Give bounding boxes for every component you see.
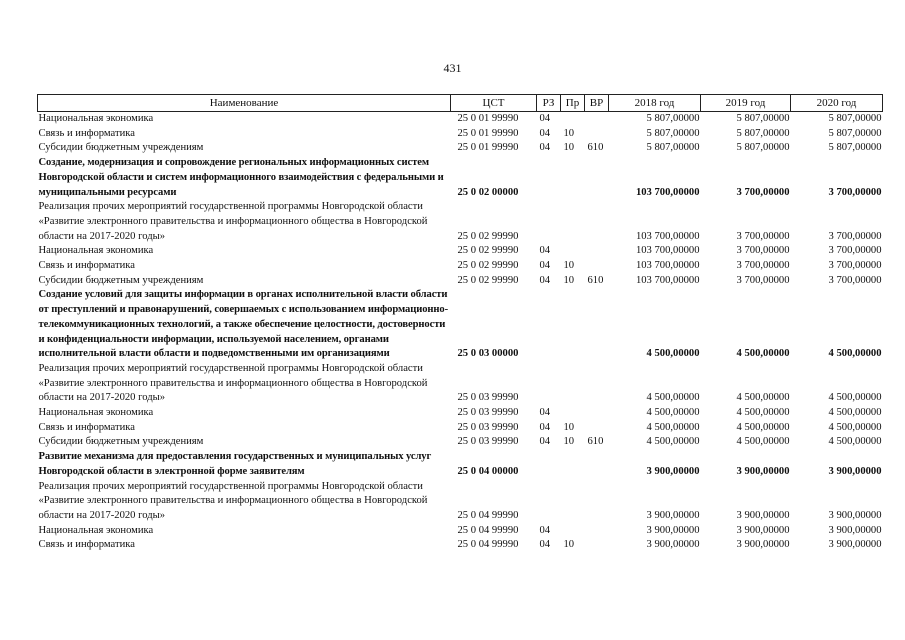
- cell-2018: 103 700,00000: [635, 230, 700, 242]
- cell-2019: 3 900,00000: [736, 465, 790, 477]
- header-2018: 2018 год: [609, 95, 701, 112]
- cell-cst: 25 0 02 99990: [457, 260, 519, 272]
- cell-vr: 610: [587, 142, 604, 154]
- cell-2018: 4 500,00000: [646, 436, 700, 448]
- cell-pr: 10: [563, 274, 575, 286]
- cell-2019: 3 900,00000: [736, 539, 790, 551]
- table-row: [38, 274, 883, 289]
- cell-cst: 25 0 03 99990: [457, 392, 519, 404]
- cell-2019: 4 500,00000: [736, 407, 790, 419]
- cell-2020: 4 500,00000: [828, 407, 882, 419]
- cell-rz: 04: [539, 127, 551, 139]
- cell-pr: [561, 524, 585, 539]
- cell-vr: [585, 524, 609, 539]
- cell-rz: 04: [539, 260, 551, 272]
- cell-pr: [561, 450, 585, 479]
- cell-rz: 04: [539, 524, 551, 536]
- header-cst: ЦСТ: [451, 95, 537, 112]
- cell-2018: 3 900,00000: [646, 539, 700, 551]
- cell-rz: [537, 450, 561, 479]
- cell-2018: 4 500,00000: [646, 392, 700, 404]
- cell-2019: 4 500,00000: [736, 392, 790, 404]
- cell-2019: 3 700,00000: [736, 186, 790, 198]
- cell-name: Развитие механизма для предоставления государственных и муниципальных услуг Новгородской области в электронной форме заявителям: [38, 451, 432, 477]
- cell-rz: 04: [539, 274, 551, 286]
- table-row: [38, 112, 883, 127]
- cell-pr: [561, 406, 585, 421]
- cell-rz: 04: [539, 436, 551, 448]
- cell-2020: 3 900,00000: [828, 509, 882, 521]
- cell-2019: 5 807,00000: [736, 113, 790, 124]
- cell-vr: [585, 421, 609, 436]
- cell-2018: 103 700,00000: [635, 245, 700, 257]
- cell-pr: [561, 480, 585, 524]
- cell-cst: 25 0 03 99990: [457, 436, 519, 448]
- table-row: [38, 362, 883, 406]
- cell-cst: 25 0 02 99990: [457, 245, 519, 257]
- cell-pr: 10: [563, 539, 575, 551]
- cell-rz: [537, 480, 561, 524]
- cell-vr: [585, 200, 609, 244]
- table-row: [38, 435, 883, 450]
- header-2019: 2019 год: [701, 95, 791, 112]
- cell-cst: 25 0 04 00000: [457, 465, 519, 477]
- cell-2018: 4 500,00000: [646, 421, 700, 433]
- cell-vr: [585, 112, 609, 127]
- cell-pr: [561, 200, 585, 244]
- cell-2020: 4 500,00000: [828, 421, 882, 433]
- cell-name: Связь и информатика: [38, 539, 135, 551]
- cell-vr: [585, 538, 609, 553]
- cell-pr: [561, 112, 585, 127]
- page-number: 431: [443, 61, 462, 75]
- cell-cst: 25 0 02 99990: [457, 230, 519, 242]
- cell-vr: [585, 156, 609, 200]
- table-row: [38, 156, 883, 200]
- header-2020: 2020 год: [791, 95, 883, 112]
- cell-2020: 3 700,00000: [828, 186, 882, 198]
- cell-rz: 04: [539, 421, 551, 433]
- cell-pr: 10: [563, 260, 575, 272]
- cell-rz: 04: [539, 407, 551, 419]
- cell-pr: [561, 362, 585, 406]
- cell-cst: 25 0 01 99990: [457, 113, 519, 124]
- cell-cst: 25 0 01 99990: [457, 142, 519, 154]
- cell-2018: 4 500,00000: [646, 348, 700, 360]
- cell-rz: [537, 362, 561, 406]
- cell-2019: 3 700,00000: [736, 260, 790, 272]
- cell-2019: 4 500,00000: [736, 348, 790, 360]
- cell-cst: 25 0 01 99990: [457, 127, 519, 139]
- cell-pr: [561, 288, 585, 362]
- table-row: [38, 288, 883, 362]
- cell-name: Национальная экономика: [38, 113, 154, 124]
- cell-2018: 103 700,00000: [635, 186, 700, 198]
- cell-name: Реализация прочих мероприятий государственной программы Новгородской области «Развитие электронного правительства и информационного общества в Новгородской области на 2017-2020 годы»: [38, 480, 428, 521]
- cell-cst: 25 0 04 99990: [457, 524, 519, 536]
- table-row: [38, 538, 883, 553]
- cell-rz: 04: [539, 539, 551, 551]
- cell-2018: 103 700,00000: [635, 260, 700, 272]
- header-pr: Пр: [561, 95, 585, 112]
- cell-2020: 5 807,00000: [828, 142, 882, 154]
- cell-name: Национальная экономика: [38, 407, 154, 419]
- cell-2019: 3 700,00000: [736, 274, 790, 286]
- cell-2019: 3 700,00000: [736, 245, 790, 257]
- cell-rz: 04: [539, 142, 551, 154]
- cell-2018: 3 900,00000: [646, 524, 700, 536]
- cell-2020: 4 500,00000: [828, 348, 882, 360]
- cell-2019: 3 700,00000: [736, 230, 790, 242]
- cell-2019: 4 500,00000: [736, 421, 790, 433]
- cell-2018: 5 807,00000: [646, 113, 700, 124]
- table-row: [38, 421, 883, 436]
- cell-pr: [561, 244, 585, 259]
- cell-2018: 3 900,00000: [646, 465, 700, 477]
- cell-cst: 25 0 02 00000: [457, 186, 519, 198]
- table-row: [38, 127, 883, 142]
- cell-vr: 610: [587, 274, 604, 286]
- cell-rz: 04: [539, 245, 551, 257]
- cell-vr: [585, 406, 609, 421]
- cell-2020: 3 700,00000: [828, 245, 882, 257]
- cell-2020: 4 500,00000: [828, 436, 882, 448]
- cell-2020: 3 700,00000: [828, 274, 882, 286]
- cell-name: Субсидии бюджетным учреждениям: [38, 436, 204, 448]
- cell-2020: 3 700,00000: [828, 230, 882, 242]
- cell-vr: [585, 127, 609, 142]
- table-row: [38, 450, 883, 479]
- cell-name: Реализация прочих мероприятий государственной программы Новгородской области «Развитие электронного правительства и информационного общества в Новгородской области на 2017-2020 годы»: [38, 362, 428, 404]
- table-body: [38, 112, 883, 554]
- cell-2018: 4 500,00000: [646, 407, 700, 419]
- table-row: [38, 200, 883, 244]
- cell-name: Субсидии бюджетным учреждениям: [38, 274, 204, 286]
- cell-pr: 10: [563, 421, 575, 433]
- cell-cst: 25 0 04 99990: [457, 509, 519, 521]
- cell-2019: 5 807,00000: [736, 142, 790, 154]
- cell-2020: 5 807,00000: [828, 127, 882, 139]
- cell-2018: 5 807,00000: [646, 142, 700, 154]
- cell-2020: 4 500,00000: [828, 392, 882, 404]
- cell-2020: 3 900,00000: [828, 539, 882, 551]
- cell-name: Субсидии бюджетным учреждениям: [38, 142, 204, 154]
- cell-pr: 10: [563, 436, 575, 448]
- cell-cst: 25 0 03 00000: [457, 348, 519, 360]
- cell-2019: 3 900,00000: [736, 524, 790, 536]
- table-row: [38, 480, 883, 524]
- header-vr: ВР: [585, 95, 609, 112]
- cell-cst: 25 0 03 99990: [457, 421, 519, 433]
- cell-2020: 3 900,00000: [828, 524, 882, 536]
- cell-pr: 10: [563, 142, 575, 154]
- header-rz: РЗ: [537, 95, 561, 112]
- cell-2020: 5 807,00000: [828, 113, 882, 124]
- cell-vr: [585, 480, 609, 524]
- cell-cst: 25 0 04 99990: [457, 539, 519, 551]
- table-row: [38, 141, 883, 156]
- cell-2020: 3 700,00000: [828, 260, 882, 272]
- cell-2018: 3 900,00000: [646, 509, 700, 521]
- cell-2018: 5 807,00000: [646, 127, 700, 139]
- header-name: Наименование: [38, 95, 451, 112]
- cell-rz: [537, 200, 561, 244]
- cell-2018: 103 700,00000: [635, 274, 700, 286]
- cell-name: Создание, модернизация и сопровождение региональных информационных систем Новгородской области и систем информационного взаимодействия с федеральными и муниципальными ресурсами: [38, 157, 444, 198]
- cell-vr: [585, 288, 609, 362]
- cell-vr: [585, 450, 609, 479]
- cell-vr: 610: [587, 436, 604, 448]
- cell-name: Связь и информатика: [38, 127, 135, 139]
- cell-vr: [585, 244, 609, 259]
- table-row: [38, 259, 883, 274]
- cell-pr: 10: [563, 127, 575, 139]
- cell-2019: 5 807,00000: [736, 127, 790, 139]
- cell-vr: [585, 259, 609, 274]
- cell-2019: 4 500,00000: [736, 436, 790, 448]
- table-row: [38, 244, 883, 259]
- cell-2019: 3 900,00000: [736, 509, 790, 521]
- cell-rz: [537, 288, 561, 362]
- cell-cst: 25 0 03 99990: [457, 407, 519, 419]
- cell-cst: 25 0 02 99990: [457, 274, 519, 286]
- table-row: [38, 524, 883, 539]
- budget-table: [37, 94, 883, 553]
- cell-name: Национальная экономика: [38, 524, 154, 536]
- cell-name: Связь и информатика: [38, 260, 135, 272]
- cell-2020: 3 900,00000: [828, 465, 882, 477]
- table-header-row: [38, 95, 883, 112]
- cell-name: Связь и информатика: [38, 421, 135, 433]
- cell-vr: [585, 362, 609, 406]
- cell-name: Реализация прочих мероприятий государственной программы Новгородской области «Развитие электронного правительства и информационного общества в Новгородской области на 2017-2020 годы»: [38, 201, 428, 242]
- cell-rz: [537, 156, 561, 200]
- table-row: [38, 406, 883, 421]
- cell-rz: 04: [539, 113, 551, 124]
- cell-pr: [561, 156, 585, 200]
- cell-name: Создание условий для защиты информации в органах исполнительной власти области от преступлений и правонарушений, совершаемых с использованием информационно-телекоммуникационных технологий, а также обеспечение целостности, достоверности и конфиденциальности информации, используемой населением, органами исполнительной власти области и подведомственными им организациями: [38, 289, 449, 360]
- cell-name: Национальная экономика: [38, 245, 154, 257]
